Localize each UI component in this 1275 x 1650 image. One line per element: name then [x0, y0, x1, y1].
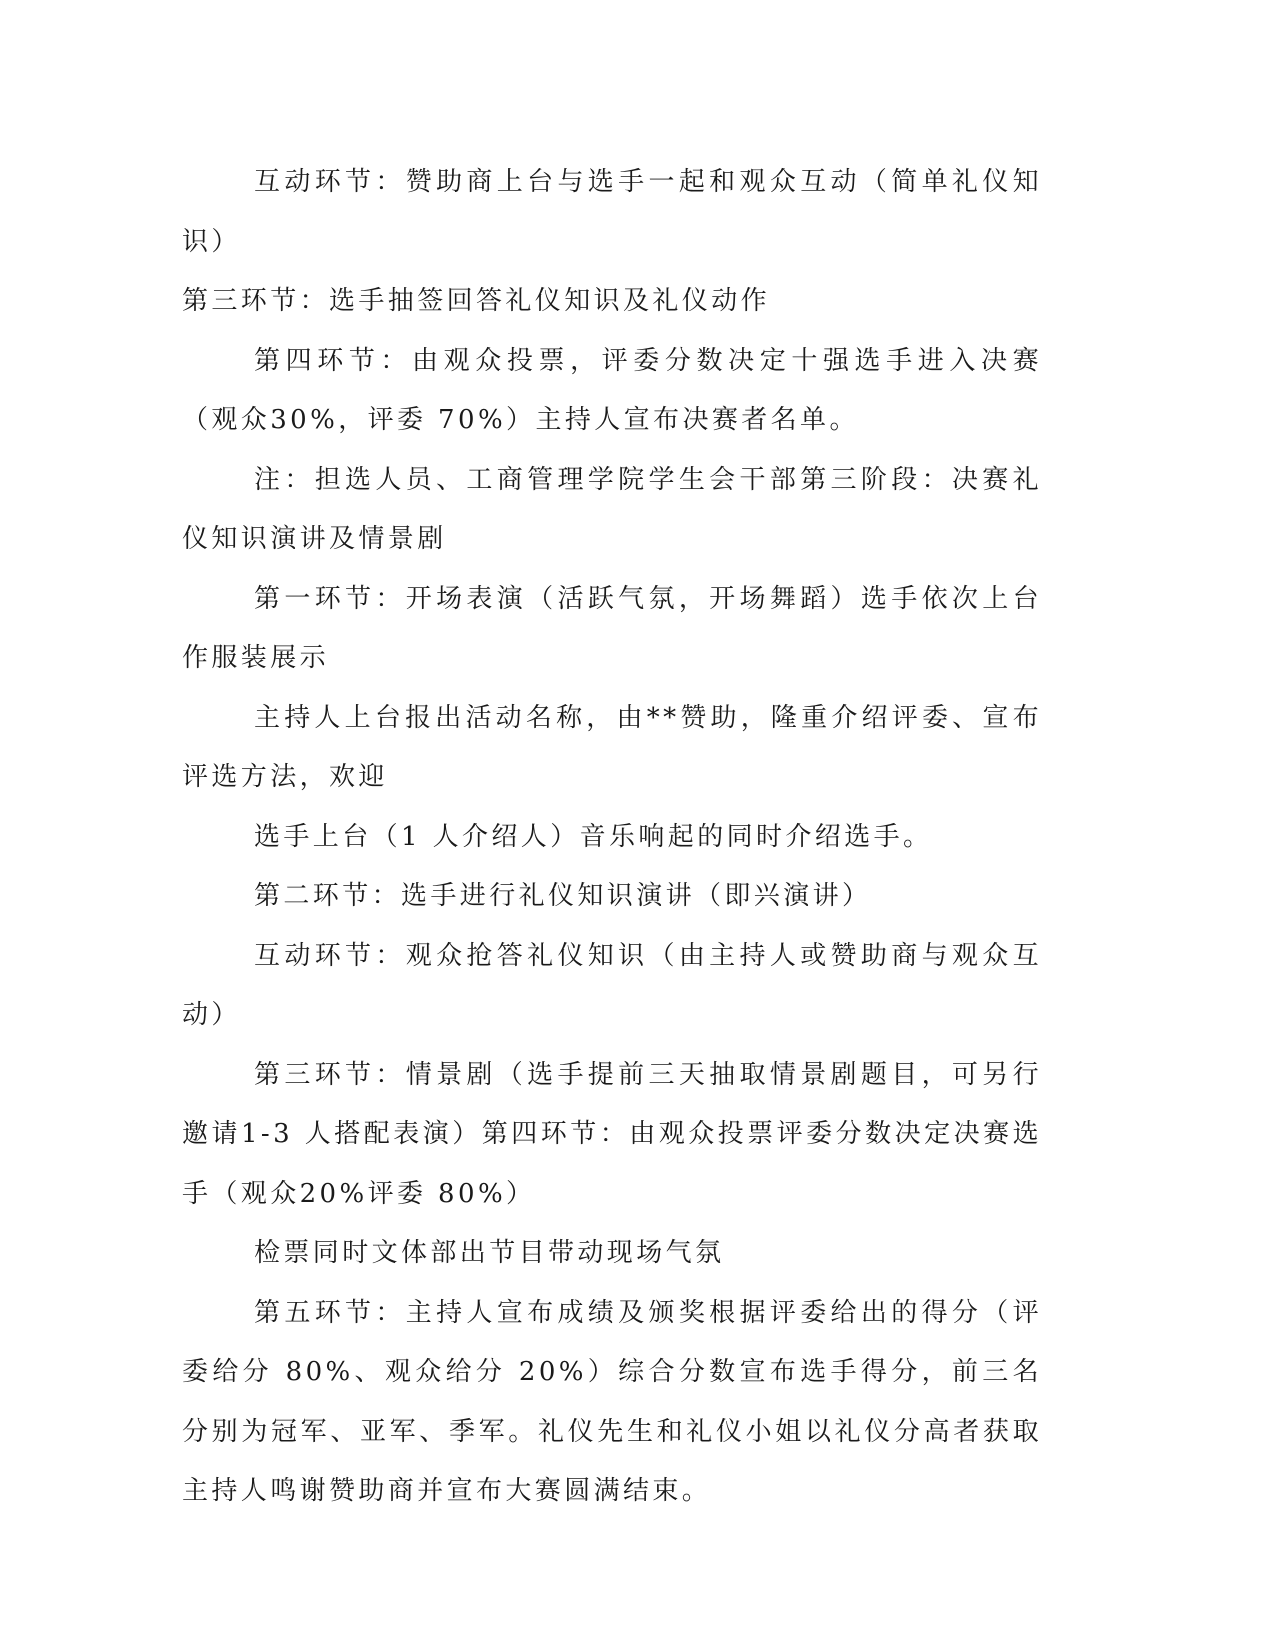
paragraph-note-stage-three: 注：担选人员、工商管理学院学生会干部第三阶段：决赛礼仪知识演讲及情景剧 — [182, 464, 1042, 554]
paragraph-host-introduction: 主持人上台报出活动名称，由**赞助，隆重介绍评委、宣布评选方法，欢迎 — [182, 702, 1042, 792]
paragraph-round-five-awards: 第五环节：主持人宣布成绩及颁奖根据评委给出的得分（评委给分 80%、观众给分 20%）综合分数宣布选手得分，前三名分别为冠军、亚军、季军。礼仪先生和礼仪小姐以礼仪分高者获取主持人鸣谢赞助商并宣布大赛圆满结束。 — [182, 1297, 1042, 1506]
paragraph-interaction-quiz: 互动环节：观众抢答礼仪知识（由主持人或赞助商与观众互动） — [182, 940, 1042, 1030]
paragraph-round-one-opening: 第一环节：开场表演（活跃气氛，开场舞蹈）选手依次上台作服装展示 — [182, 583, 1042, 673]
paragraph-contestants-enter: 选手上台（1 人介绍人）音乐响起的同时介绍选手。 — [254, 821, 933, 852]
paragraph-ticket-check: 检票同时文体部出节目带动现场气氛 — [254, 1238, 725, 1268]
paragraph-round-three-drama: 第三环节：情景剧（选手提前三天抽取情景剧题目，可另行邀请1-3 人搭配表演）第四环节：由观众投票评委分数决定决赛选手（观众20%评委 80%） — [182, 1059, 1042, 1209]
paragraph-round-four-vote: 第四环节：由观众投票，评委分数决定十强选手进入决赛（观众30%，评委 70%）主持人宣布决赛者名单。 — [182, 345, 1042, 435]
document-body — [182, 153, 1042, 1522]
paragraph-round-three-draw: 第三环节：选手抽签回答礼仪知识及礼仪动作 — [182, 286, 771, 316]
paragraph-interaction-sponsor: 互动环节：赞助商上台与选手一起和观众互动（简单礼仪知识） — [182, 167, 1042, 257]
paragraph-round-two-speech: 第二环节：选手进行礼仪知识演讲（即兴演讲） — [254, 881, 872, 911]
